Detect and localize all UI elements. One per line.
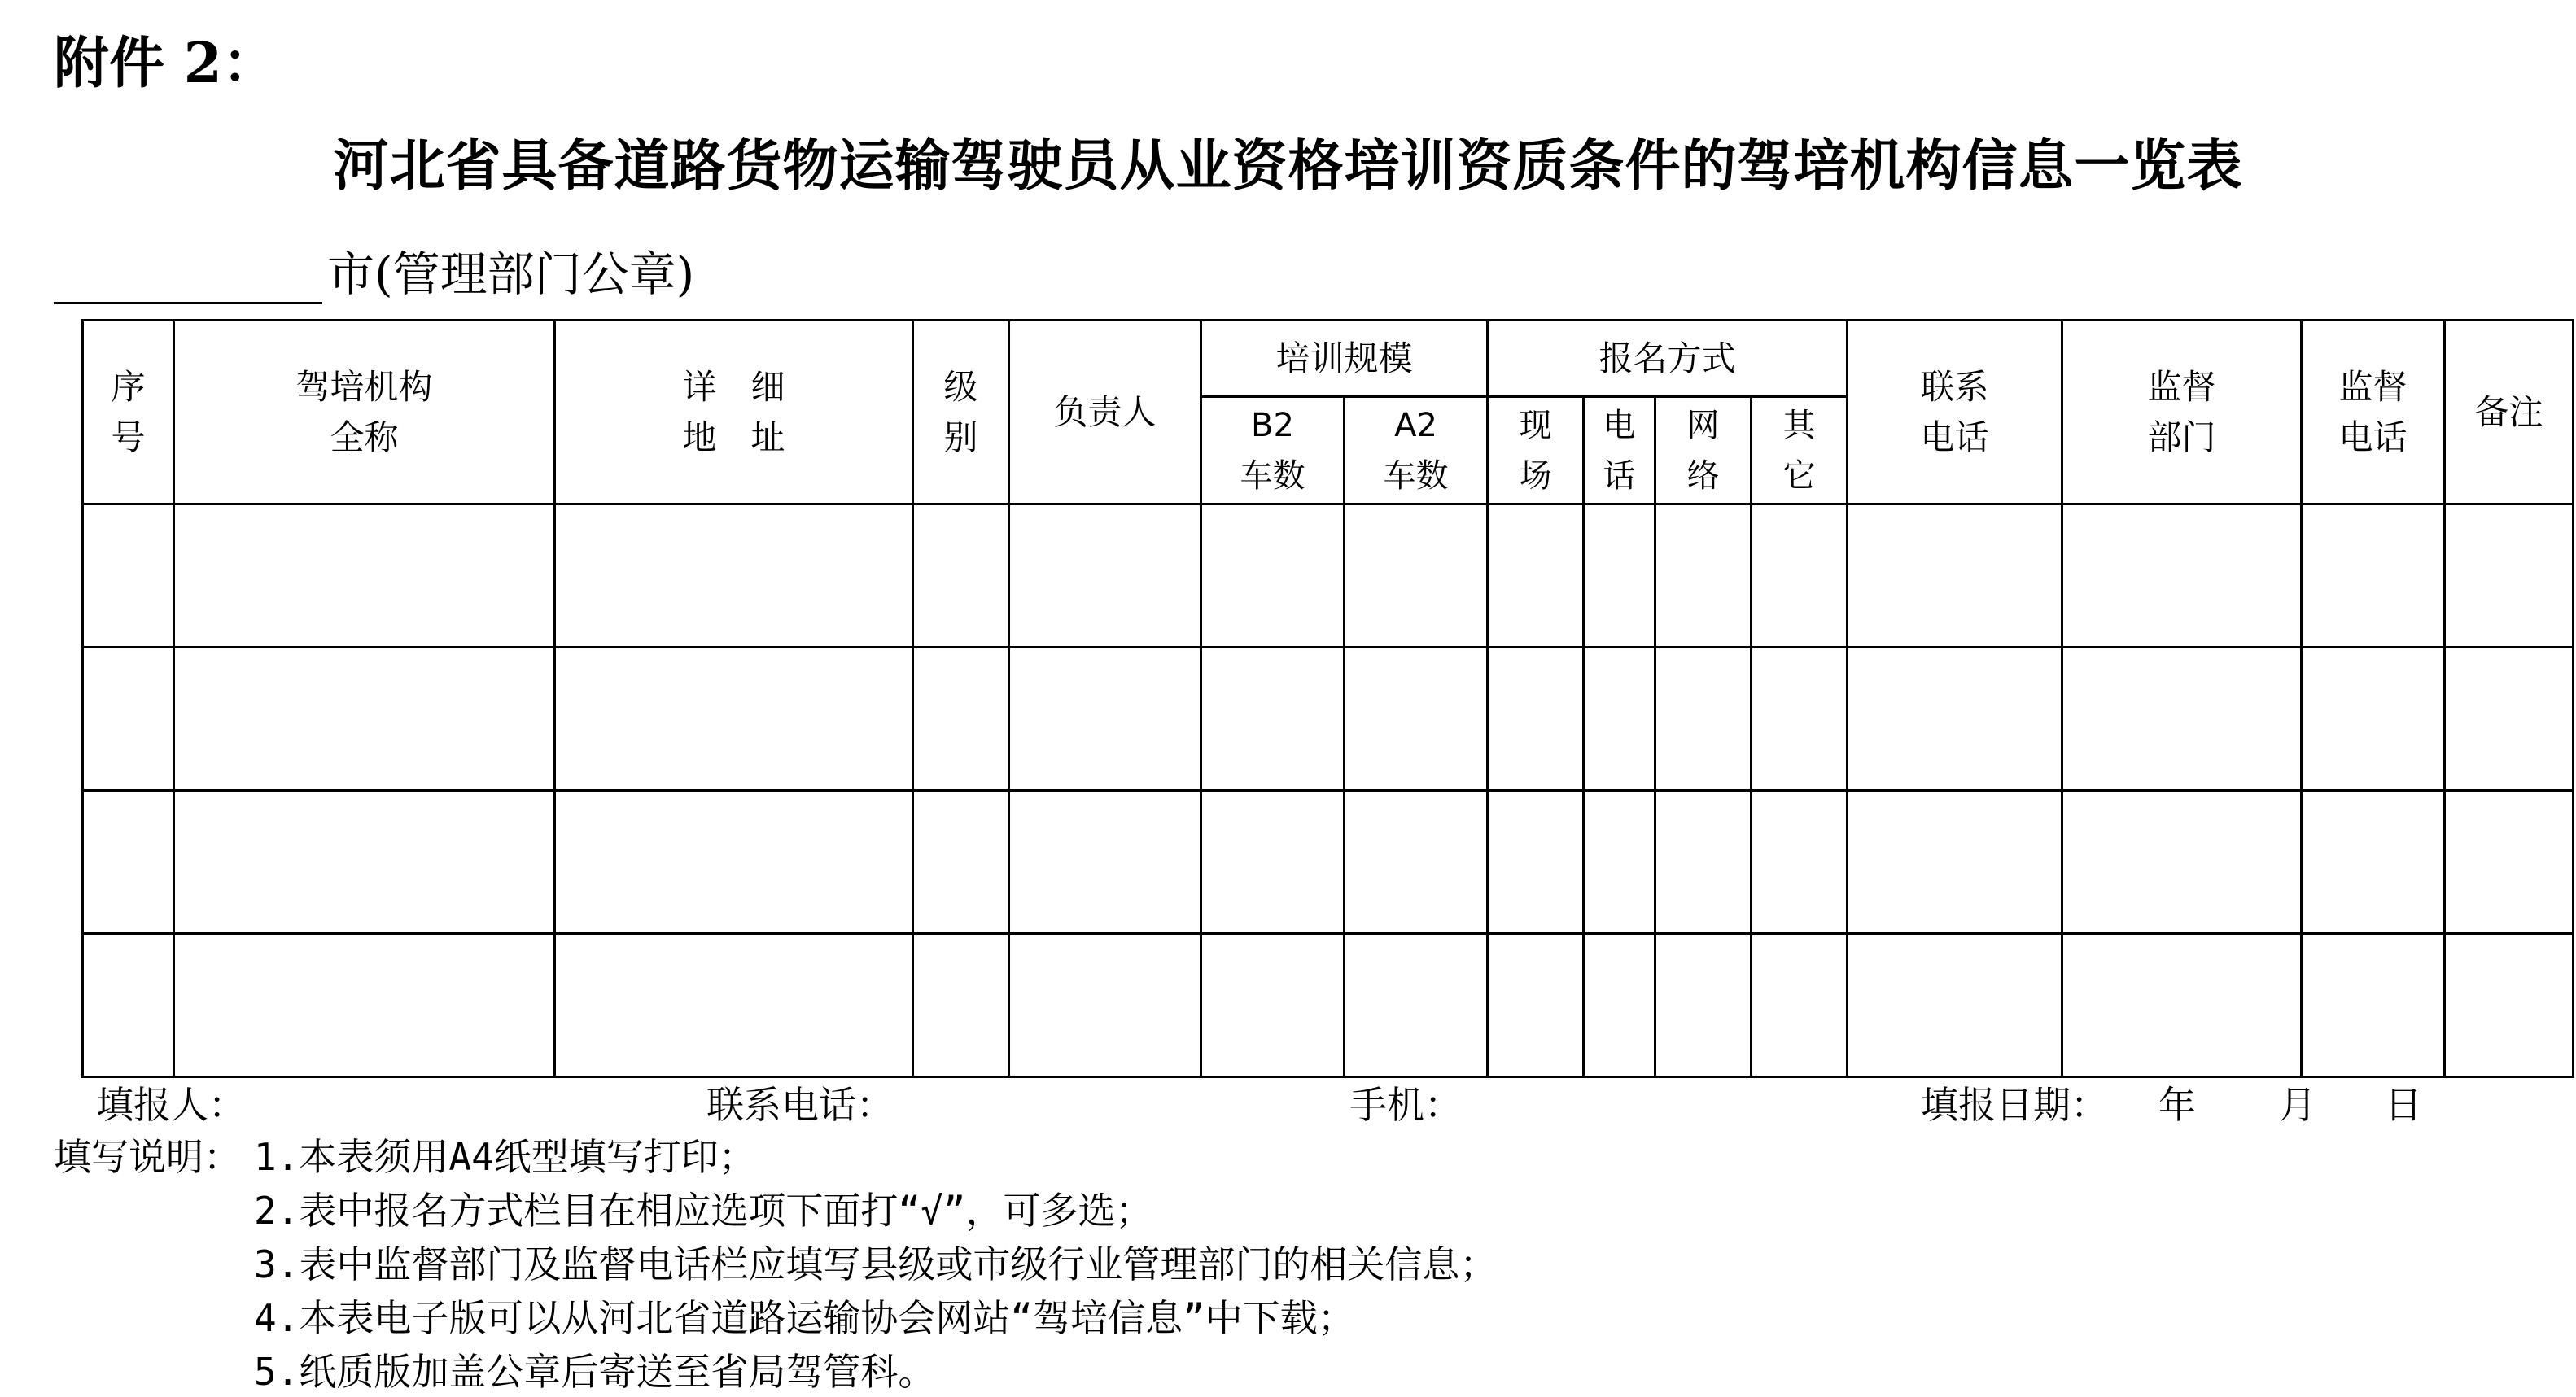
- table-cell[interactable]: [2302, 648, 2445, 791]
- table-cell[interactable]: [1752, 504, 1848, 648]
- table-cell[interactable]: [1752, 934, 1848, 1077]
- header-online: 网 络: [1655, 397, 1752, 504]
- table-cell[interactable]: [555, 504, 913, 648]
- table-cell[interactable]: [174, 791, 555, 934]
- table-cell[interactable]: [83, 791, 174, 934]
- table-cell[interactable]: [2302, 934, 2445, 1077]
- table-cell[interactable]: [2445, 648, 2574, 791]
- header-remarks: 备注: [2445, 321, 2574, 504]
- table-cell[interactable]: [2302, 791, 2445, 934]
- table-cell[interactable]: [1655, 504, 1752, 648]
- table-cell[interactable]: [1009, 648, 1201, 791]
- city-stamp-line: [54, 236, 694, 304]
- table-cell[interactable]: [913, 791, 1009, 934]
- table-cell[interactable]: [555, 934, 913, 1077]
- table-cell[interactable]: [1201, 504, 1345, 648]
- table-cell[interactable]: [174, 504, 555, 648]
- table-cell[interactable]: [2062, 504, 2302, 648]
- table-cell[interactable]: [1201, 791, 1345, 934]
- table-cell[interactable]: [1752, 791, 1848, 934]
- table-cell[interactable]: [1848, 648, 2062, 791]
- table-cell[interactable]: [83, 648, 174, 791]
- header-phone-signup: 电 话: [1584, 397, 1655, 504]
- date-month-label: 月: [2279, 1083, 2316, 1127]
- table-cell[interactable]: [2062, 791, 2302, 934]
- table-cell[interactable]: [1488, 934, 1584, 1077]
- table-cell[interactable]: [2302, 504, 2445, 648]
- table-cell[interactable]: [1201, 934, 1345, 1077]
- table-cell[interactable]: [1848, 504, 2062, 648]
- table-cell[interactable]: [555, 648, 913, 791]
- table-cell[interactable]: [2445, 791, 2574, 934]
- header-training-scale: 培训规模: [1201, 321, 1488, 397]
- header-manager: 负责人: [1009, 321, 1201, 504]
- table-cell[interactable]: [913, 934, 1009, 1077]
- table-cell[interactable]: [174, 934, 555, 1077]
- table-row: [83, 504, 2574, 648]
- header-signup-method: 报名方式: [1488, 321, 1848, 397]
- table-cell[interactable]: [1584, 934, 1655, 1077]
- note-item: 2.表中报名方式栏目在相应选项下面打“√”，可多选；: [254, 1189, 1153, 1233]
- city-stamp-label: 市(管理部门公章): [327, 247, 695, 302]
- header-level: 级 别: [913, 321, 1009, 504]
- table-cell[interactable]: [555, 791, 913, 934]
- header-seq: 序 号: [83, 321, 174, 504]
- table-cell[interactable]: [1848, 934, 2062, 1077]
- table-cell[interactable]: [2062, 648, 2302, 791]
- notes-label: 填写说明：: [54, 1135, 241, 1179]
- date-year-label: 年: [2158, 1083, 2196, 1127]
- table-cell[interactable]: [1848, 791, 2062, 934]
- header-b2-count: B2 车数: [1201, 397, 1345, 504]
- header-contact-phone: 联系 电话: [1848, 321, 2062, 504]
- header-onsite: 现 场: [1488, 397, 1584, 504]
- table-body: [83, 504, 2574, 1077]
- table-cell[interactable]: [83, 934, 174, 1077]
- header-supervisor-dept: 监督 部门: [2062, 321, 2302, 504]
- header-other: 其 它: [1752, 397, 1848, 504]
- table-cell[interactable]: [1009, 791, 1201, 934]
- table-cell[interactable]: [1345, 648, 1488, 791]
- note-item: 4.本表电子版可以从河北省道路运输协会网站“驾培信息”中下载；: [254, 1296, 1355, 1340]
- attachment-label: 附件 2：: [54, 31, 278, 96]
- table-cell[interactable]: [1488, 648, 1584, 791]
- table-cell[interactable]: [2445, 504, 2574, 648]
- header-supervisor-phone: 监督 电话: [2302, 321, 2445, 504]
- header-address: 详 细 地 址: [555, 321, 913, 504]
- table-cell[interactable]: [913, 504, 1009, 648]
- table-cell[interactable]: [1488, 504, 1584, 648]
- table-cell[interactable]: [1655, 648, 1752, 791]
- note-item: 3.表中监督部门及监督电话栏应填写县级或市级行业管理部门的相关信息；: [254, 1242, 1498, 1286]
- contact-phone-label: 联系电话：: [706, 1083, 894, 1127]
- table-cell[interactable]: [1752, 648, 1848, 791]
- table-cell[interactable]: [1345, 791, 1488, 934]
- fill-date-label: 填报日期：: [1921, 1083, 2108, 1127]
- table-cell[interactable]: [1009, 504, 1201, 648]
- table-row: [83, 648, 2574, 791]
- header-institution-name: 驾培机构 全称: [174, 321, 555, 504]
- table-cell[interactable]: [1009, 934, 1201, 1077]
- table-row: [83, 791, 2574, 934]
- table-cell[interactable]: [174, 648, 555, 791]
- note-item: 1.本表须用A4纸型填写打印；: [254, 1135, 756, 1179]
- filler-label: 填报人：: [96, 1083, 246, 1127]
- table-cell[interactable]: [1584, 648, 1655, 791]
- table-cell[interactable]: [1584, 791, 1655, 934]
- table-cell[interactable]: [1655, 934, 1752, 1077]
- table-cell[interactable]: [1345, 934, 1488, 1077]
- table-cell[interactable]: [1345, 504, 1488, 648]
- table-cell[interactable]: [2062, 934, 2302, 1077]
- city-blank-field[interactable]: [54, 255, 322, 304]
- table-cell[interactable]: [1488, 791, 1584, 934]
- table-cell[interactable]: [913, 648, 1009, 791]
- table-cell[interactable]: [1655, 791, 1752, 934]
- table-cell[interactable]: [1584, 504, 1655, 648]
- table-cell[interactable]: [1201, 648, 1345, 791]
- mobile-label: 手机：: [1349, 1083, 1462, 1127]
- table-cell[interactable]: [83, 504, 174, 648]
- table-cell[interactable]: [2445, 934, 2574, 1077]
- training-institution-table: [81, 319, 2574, 1078]
- date-day-label: 日: [2385, 1083, 2422, 1127]
- page-title: 河北省具备道路货物运输驾驶员从业资格培训资质条件的驾培机构信息一览表: [333, 133, 2243, 199]
- table-row: [83, 934, 2574, 1077]
- header-a2-count: A2 车数: [1345, 397, 1488, 504]
- note-item: 5.纸质版加盖公章后寄送至省局驾管科。: [254, 1350, 936, 1394]
